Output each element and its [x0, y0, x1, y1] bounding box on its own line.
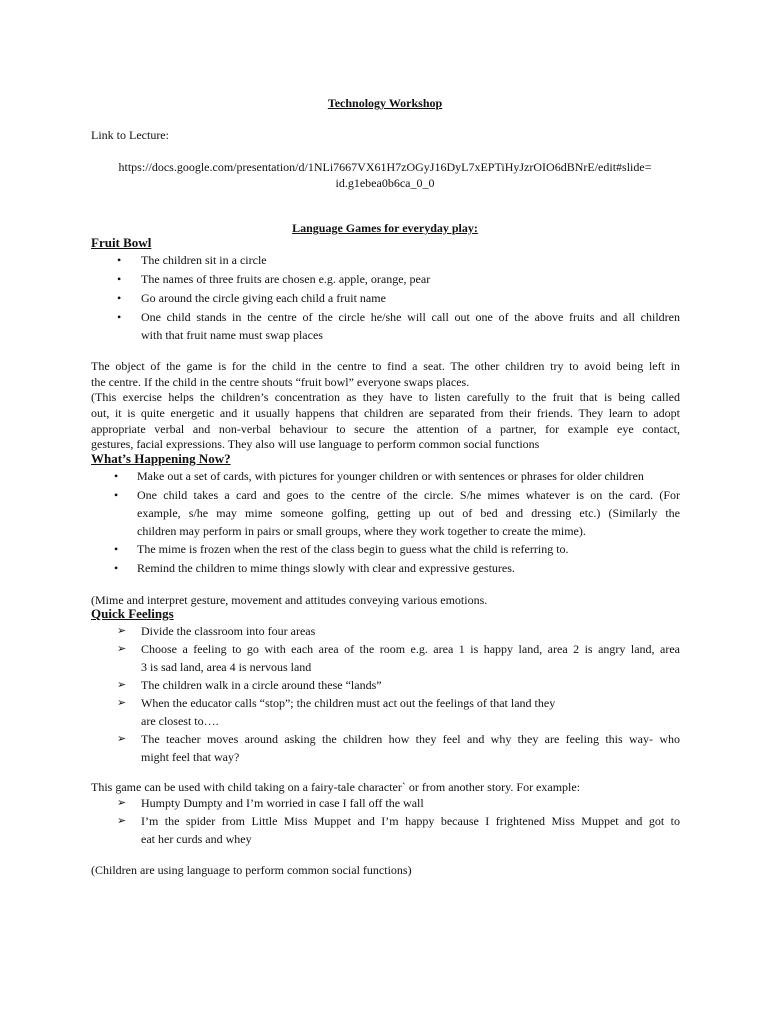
fruit-bowl-heading: Fruit Bowl	[91, 235, 152, 250]
list-item: The teacher moves around asking the children how they feel and why they are feeling this way- who	[141, 732, 680, 746]
document-title: Technology Workshop	[327, 96, 443, 110]
paragraph-line: (This exercise helps the children’s concentration as they have to listen carefully to the fruit that is being called	[91, 390, 680, 404]
list-item: One child stands in the centre of the circle he/she will call out one of the above fruits and all children	[141, 310, 680, 324]
paragraph-line: (Mime and interpret gesture, movement and attitudes conveying various emotions.	[91, 593, 488, 607]
list-item: When the educator calls “stop”; the children must act out the feelings of that land they	[141, 696, 556, 710]
list-item-continued: might feel that way?	[141, 750, 240, 764]
quick-feelings-heading: Quick Feelings	[91, 606, 174, 621]
list-item: Make out a set of cards, with pictures for younger children or with sentences or phrases for older children	[137, 469, 644, 483]
paragraph-line: the centre. If the child in the centre shouts “fruit bowl” everyone swaps places.	[91, 375, 470, 389]
arrow-bullet-icon: ➢	[117, 679, 127, 691]
paragraph-line: gestures, facial expressions. They also will use language to perform common social functions	[91, 437, 540, 451]
bullet-icon: •	[114, 542, 119, 556]
arrow-bullet-icon: ➢	[117, 643, 127, 655]
paragraph-line: (Children are using language to perform common social functions)	[91, 863, 412, 877]
arrow-bullet-icon: ➢	[117, 625, 127, 637]
list-item: The mime is frozen when the rest of the class begin to guess what the child is referring to.	[137, 542, 569, 556]
arrow-bullet-icon: ➢	[117, 733, 127, 745]
paragraph-line: out, it is quite energetic and it usually happens that children are separated from their friends. They learn to adopt	[91, 406, 680, 420]
bullet-icon: •	[117, 310, 122, 324]
games-title: Language Games for everyday play:	[292, 221, 478, 235]
list-item: The names of three fruits are chosen e.g. apple, orange, pear	[141, 272, 431, 286]
bullet-icon: •	[114, 561, 119, 575]
list-item-continued: 3 is sad land, area 4 is nervous land	[141, 660, 312, 674]
list-item-continued: are closest to….	[141, 714, 219, 728]
list-item: Go around the circle giving each child a fruit name	[141, 291, 386, 305]
paragraph-line: appropriate verbal and non-verbal behaviour to secure the attention of a partner, for example eye contact,	[91, 422, 680, 436]
list-item-continued: eat her curds and whey	[141, 832, 252, 846]
lecture-url[interactable]: https://docs.google.com/presentation/d/1NLi7667VX61H7zOGyJ16DyL7xEPTiHyJzrOIO6dBNrE/edit#slide=	[118, 160, 652, 174]
lecture-url-continued[interactable]: id.g1ebea0b6ca_0_0	[335, 176, 435, 190]
list-item-continued: children may perform in pairs or small groups, where they work together to create the mime).	[137, 524, 586, 538]
list-item: I’m the spider from Little Miss Muppet and I’m happy because I frightened Miss Muppet and got to	[141, 814, 680, 828]
list-item-continued: with that fruit name must swap places	[141, 328, 323, 342]
bullet-icon: •	[117, 272, 122, 286]
list-item: Humpty Dumpty and I’m worried in case I fall off the wall	[141, 796, 424, 810]
arrow-bullet-icon: ➢	[117, 815, 127, 827]
list-item: One child takes a card and goes to the centre of the circle. S/he mimes whatever is on the card. (For	[137, 488, 680, 502]
list-item-continued: example, s/he may mime someone golfing, getting up out of bed and dressing etc.) (Similarly the	[137, 506, 680, 520]
list-item: Remind the children to mime things slowly with clear and expressive gestures.	[137, 561, 515, 575]
whats-happening-heading: What’s Happening Now?	[91, 451, 231, 466]
bullet-icon: •	[114, 488, 119, 502]
list-item: Divide the classroom into four areas	[141, 624, 316, 638]
bullet-icon: •	[117, 253, 122, 267]
list-item: Choose a feeling to go with each area of the room e.g. area 1 is happy land, area 2 is angry land, area	[141, 642, 680, 656]
list-item: The children sit in a circle	[141, 253, 267, 267]
list-item: The children walk in a circle around these “lands”	[141, 678, 382, 692]
bullet-icon: •	[114, 469, 119, 483]
link-label: Link to Lecture:	[91, 128, 169, 142]
arrow-bullet-icon: ➢	[117, 797, 127, 809]
paragraph-line: The object of the game is for the child in the centre to find a seat. The other children try to avoid being left in	[91, 359, 680, 373]
bullet-icon: •	[117, 291, 122, 305]
paragraph-line: This game can be used with child taking on a fairy-tale character` or from another story. For example:	[91, 780, 581, 794]
arrow-bullet-icon: ➢	[117, 697, 127, 709]
